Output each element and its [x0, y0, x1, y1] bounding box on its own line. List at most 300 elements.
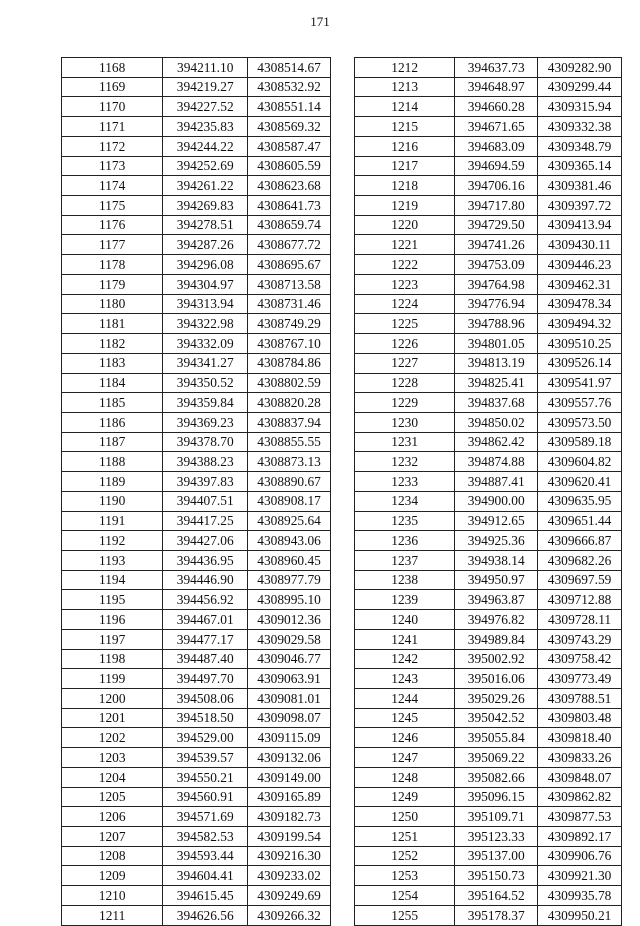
table-row: [62, 255, 331, 275]
y-coordinate-cell: 4309397.72: [538, 196, 622, 216]
y-coordinate-cell: 4308820.28: [248, 393, 331, 413]
x-coordinate-cell: 394313.94: [163, 294, 248, 314]
y-coordinate-cell: 4308713.58: [248, 274, 331, 294]
point-number-cell: 1244: [355, 689, 455, 709]
y-coordinate-cell: 4309651.44: [538, 511, 622, 531]
y-coordinate-cell: 4308855.55: [248, 432, 331, 452]
x-coordinate-cell: 394694.59: [455, 156, 538, 176]
table-row: [62, 807, 331, 827]
table-row: [62, 215, 331, 235]
x-coordinate-cell: 394900.00: [455, 491, 538, 511]
y-coordinate-cell: 4308551.14: [248, 97, 331, 117]
point-number-cell: 1211: [62, 905, 163, 925]
point-number-cell: 1193: [62, 550, 163, 570]
table-row: [355, 176, 622, 196]
point-number-cell: 1228: [355, 373, 455, 393]
point-number-cell: 1230: [355, 412, 455, 432]
x-coordinate-cell: 395069.22: [455, 748, 538, 768]
y-coordinate-cell: 4309132.06: [248, 748, 331, 768]
x-coordinate-cell: 394837.68: [455, 393, 538, 413]
table-row: [355, 669, 622, 689]
table-row: [355, 452, 622, 472]
x-coordinate-cell: 394660.28: [455, 97, 538, 117]
x-coordinate-cell: 394252.69: [163, 156, 248, 176]
x-coordinate-cell: 394477.17: [163, 629, 248, 649]
y-coordinate-cell: 4309012.36: [248, 610, 331, 630]
table-row: [355, 196, 622, 216]
y-coordinate-cell: 4309620.41: [538, 472, 622, 492]
x-coordinate-cell: 394671.65: [455, 117, 538, 137]
table-row: [355, 77, 622, 97]
point-number-cell: 1245: [355, 708, 455, 728]
table-row: [355, 531, 622, 551]
x-coordinate-cell: 394963.87: [455, 590, 538, 610]
y-coordinate-cell: 4309266.32: [248, 905, 331, 925]
y-coordinate-cell: 4308802.59: [248, 373, 331, 393]
x-coordinate-cell: 394369.23: [163, 412, 248, 432]
x-coordinate-cell: 395029.26: [455, 689, 538, 709]
y-coordinate-cell: 4309848.07: [538, 767, 622, 787]
y-coordinate-cell: 4308514.67: [248, 58, 331, 78]
y-coordinate-cell: 4309216.30: [248, 846, 331, 866]
x-coordinate-cell: 394350.52: [163, 373, 248, 393]
table-row: [355, 649, 622, 669]
point-number-cell: 1180: [62, 294, 163, 314]
table-row: [62, 274, 331, 294]
x-coordinate-cell: 394497.70: [163, 669, 248, 689]
x-coordinate-cell: 394539.57: [163, 748, 248, 768]
y-coordinate-cell: 4308837.94: [248, 412, 331, 432]
table-row: [62, 748, 331, 768]
point-number-cell: 1233: [355, 472, 455, 492]
y-coordinate-cell: 4309833.26: [538, 748, 622, 768]
x-coordinate-cell: 394227.52: [163, 97, 248, 117]
point-number-cell: 1253: [355, 866, 455, 886]
x-coordinate-cell: 394825.41: [455, 373, 538, 393]
y-coordinate-cell: 4309149.00: [248, 767, 331, 787]
point-number-cell: 1246: [355, 728, 455, 748]
x-coordinate-cell: 394407.51: [163, 491, 248, 511]
y-coordinate-cell: 4308641.73: [248, 196, 331, 216]
point-number-cell: 1188: [62, 452, 163, 472]
y-coordinate-cell: 4309682.26: [538, 550, 622, 570]
point-number-cell: 1177: [62, 235, 163, 255]
table-row: [62, 452, 331, 472]
point-number-cell: 1185: [62, 393, 163, 413]
point-number-cell: 1208: [62, 846, 163, 866]
table-row: [62, 827, 331, 847]
y-coordinate-cell: 4309063.91: [248, 669, 331, 689]
y-coordinate-cell: 4308925.64: [248, 511, 331, 531]
x-coordinate-cell: 394278.51: [163, 215, 248, 235]
point-number-cell: 1201: [62, 708, 163, 728]
x-coordinate-cell: 394776.94: [455, 294, 538, 314]
table-row: [62, 472, 331, 492]
point-number-cell: 1196: [62, 610, 163, 630]
y-coordinate-cell: 4309510.25: [538, 334, 622, 354]
point-number-cell: 1252: [355, 846, 455, 866]
page-number: 171: [310, 14, 330, 29]
point-number-cell: 1192: [62, 531, 163, 551]
point-number-cell: 1236: [355, 531, 455, 551]
table-row: [62, 97, 331, 117]
table-row: [62, 117, 331, 137]
point-number-cell: 1203: [62, 748, 163, 768]
x-coordinate-cell: 395096.15: [455, 787, 538, 807]
table-row: [355, 748, 622, 768]
point-number-cell: 1172: [62, 136, 163, 156]
point-number-cell: 1171: [62, 117, 163, 137]
y-coordinate-cell: 4309249.69: [248, 886, 331, 906]
point-number-cell: 1202: [62, 728, 163, 748]
point-number-cell: 1168: [62, 58, 163, 78]
x-coordinate-cell: 394741.26: [455, 235, 538, 255]
y-coordinate-cell: 4309332.38: [538, 117, 622, 137]
x-coordinate-cell: 394487.40: [163, 649, 248, 669]
point-number-cell: 1231: [355, 432, 455, 452]
point-number-cell: 1204: [62, 767, 163, 787]
table-row: [62, 235, 331, 255]
table-row: [355, 550, 622, 570]
table-row: [355, 787, 622, 807]
table-row: [62, 136, 331, 156]
y-coordinate-cell: 4309818.40: [538, 728, 622, 748]
point-number-cell: 1175: [62, 196, 163, 216]
point-number-cell: 1226: [355, 334, 455, 354]
table-row: [355, 846, 622, 866]
x-coordinate-cell: 394456.92: [163, 590, 248, 610]
table-row: [62, 77, 331, 97]
x-coordinate-cell: 394593.44: [163, 846, 248, 866]
point-number-cell: 1176: [62, 215, 163, 235]
x-coordinate-cell: 394235.83: [163, 117, 248, 137]
y-coordinate-cell: 4308943.06: [248, 531, 331, 551]
table-row: [62, 669, 331, 689]
coordinates-table-left-body: [62, 58, 331, 926]
y-coordinate-cell: 4308569.32: [248, 117, 331, 137]
table-row: [355, 610, 622, 630]
coordinates-table-right: [354, 57, 622, 926]
point-number-cell: 1214: [355, 97, 455, 117]
x-coordinate-cell: 394582.53: [163, 827, 248, 847]
y-coordinate-cell: 4308731.46: [248, 294, 331, 314]
x-coordinate-cell: 394850.02: [455, 412, 538, 432]
y-coordinate-cell: 4309743.29: [538, 629, 622, 649]
y-coordinate-cell: 4309557.76: [538, 393, 622, 413]
table-row: [355, 491, 622, 511]
x-coordinate-cell: 394518.50: [163, 708, 248, 728]
x-coordinate-cell: 394788.96: [455, 314, 538, 334]
y-coordinate-cell: 4308623.68: [248, 176, 331, 196]
table-row: [62, 176, 331, 196]
x-coordinate-cell: 394261.22: [163, 176, 248, 196]
point-number-cell: 1220: [355, 215, 455, 235]
table-row: [62, 767, 331, 787]
x-coordinate-cell: 394378.70: [163, 432, 248, 452]
table-row: [62, 353, 331, 373]
point-number-cell: 1248: [355, 767, 455, 787]
x-coordinate-cell: 394244.22: [163, 136, 248, 156]
x-coordinate-cell: 395016.06: [455, 669, 538, 689]
point-number-cell: 1224: [355, 294, 455, 314]
point-number-cell: 1229: [355, 393, 455, 413]
table-row: [62, 373, 331, 393]
point-number-cell: 1251: [355, 827, 455, 847]
x-coordinate-cell: 394467.01: [163, 610, 248, 630]
y-coordinate-cell: 4308873.13: [248, 452, 331, 472]
y-coordinate-cell: 4308908.17: [248, 491, 331, 511]
point-number-cell: 1173: [62, 156, 163, 176]
table-row: [62, 196, 331, 216]
y-coordinate-cell: 4308532.92: [248, 77, 331, 97]
y-coordinate-cell: 4308960.45: [248, 550, 331, 570]
y-coordinate-cell: 4309697.59: [538, 570, 622, 590]
point-number-cell: 1221: [355, 235, 455, 255]
y-coordinate-cell: 4309462.31: [538, 274, 622, 294]
point-number-cell: 1255: [355, 905, 455, 925]
y-coordinate-cell: 4309182.73: [248, 807, 331, 827]
table-row: [355, 432, 622, 452]
x-coordinate-cell: 394862.42: [455, 432, 538, 452]
x-coordinate-cell: 394296.08: [163, 255, 248, 275]
x-coordinate-cell: 394938.14: [455, 550, 538, 570]
point-number-cell: 1174: [62, 176, 163, 196]
point-number-cell: 1223: [355, 274, 455, 294]
table-row: [62, 708, 331, 728]
point-number-cell: 1189: [62, 472, 163, 492]
x-coordinate-cell: 394604.41: [163, 866, 248, 886]
table-row: [62, 610, 331, 630]
table-row: [62, 156, 331, 176]
table-row: [62, 314, 331, 334]
y-coordinate-cell: 4309348.79: [538, 136, 622, 156]
table-row: [355, 708, 622, 728]
x-coordinate-cell: 394683.09: [455, 136, 538, 156]
x-coordinate-cell: 395178.37: [455, 905, 538, 925]
y-coordinate-cell: 4309921.30: [538, 866, 622, 886]
y-coordinate-cell: 4308784.86: [248, 353, 331, 373]
y-coordinate-cell: 4309165.89: [248, 787, 331, 807]
point-number-cell: 1218: [355, 176, 455, 196]
x-coordinate-cell: 394874.88: [455, 452, 538, 472]
x-coordinate-cell: 394571.69: [163, 807, 248, 827]
x-coordinate-cell: 395082.66: [455, 767, 538, 787]
point-number-cell: 1216: [355, 136, 455, 156]
y-coordinate-cell: 4309712.88: [538, 590, 622, 610]
x-coordinate-cell: 395137.00: [455, 846, 538, 866]
table-row: [62, 412, 331, 432]
table-row: [62, 629, 331, 649]
x-coordinate-cell: 394359.84: [163, 393, 248, 413]
point-number-cell: 1170: [62, 97, 163, 117]
x-coordinate-cell: 394615.45: [163, 886, 248, 906]
point-number-cell: 1178: [62, 255, 163, 275]
x-coordinate-cell: 394764.98: [455, 274, 538, 294]
point-number-cell: 1199: [62, 669, 163, 689]
y-coordinate-cell: 4309233.02: [248, 866, 331, 886]
x-coordinate-cell: 395150.73: [455, 866, 538, 886]
point-number-cell: 1198: [62, 649, 163, 669]
point-number-cell: 1200: [62, 689, 163, 709]
point-number-cell: 1237: [355, 550, 455, 570]
table-row: [62, 689, 331, 709]
x-coordinate-cell: 395164.52: [455, 886, 538, 906]
y-coordinate-cell: 4309381.46: [538, 176, 622, 196]
y-coordinate-cell: 4308749.29: [248, 314, 331, 334]
x-coordinate-cell: 394637.73: [455, 58, 538, 78]
point-number-cell: 1212: [355, 58, 455, 78]
table-row: [355, 689, 622, 709]
table-row: [62, 728, 331, 748]
table-row: [355, 393, 622, 413]
table-row: [62, 846, 331, 866]
point-number-cell: 1187: [62, 432, 163, 452]
y-coordinate-cell: 4309446.23: [538, 255, 622, 275]
y-coordinate-cell: 4309803.48: [538, 708, 622, 728]
table-row: [355, 905, 622, 925]
table-row: [355, 827, 622, 847]
table-row: [355, 570, 622, 590]
table-row: [355, 590, 622, 610]
point-number-cell: 1217: [355, 156, 455, 176]
table-row: [355, 97, 622, 117]
x-coordinate-cell: 394989.84: [455, 629, 538, 649]
y-coordinate-cell: 4309950.21: [538, 905, 622, 925]
x-coordinate-cell: 394332.09: [163, 334, 248, 354]
y-coordinate-cell: 4309788.51: [538, 689, 622, 709]
x-coordinate-cell: 395042.52: [455, 708, 538, 728]
x-coordinate-cell: 394446.90: [163, 570, 248, 590]
table-row: [62, 550, 331, 570]
x-coordinate-cell: 394508.06: [163, 689, 248, 709]
point-number-cell: 1225: [355, 314, 455, 334]
y-coordinate-cell: 4309728.11: [538, 610, 622, 630]
point-number-cell: 1183: [62, 353, 163, 373]
y-coordinate-cell: 4309862.82: [538, 787, 622, 807]
coordinates-table-left: [61, 57, 331, 926]
y-coordinate-cell: 4309299.44: [538, 77, 622, 97]
point-number-cell: 1227: [355, 353, 455, 373]
table-row: [62, 787, 331, 807]
point-number-cell: 1240: [355, 610, 455, 630]
x-coordinate-cell: 394560.91: [163, 787, 248, 807]
table-row: [355, 353, 622, 373]
y-coordinate-cell: 4309413.94: [538, 215, 622, 235]
table-row: [62, 570, 331, 590]
table-row: [355, 511, 622, 531]
point-number-cell: 1249: [355, 787, 455, 807]
x-coordinate-cell: 394717.80: [455, 196, 538, 216]
point-number-cell: 1235: [355, 511, 455, 531]
table-row: [62, 649, 331, 669]
table-row: [62, 531, 331, 551]
table-row: [62, 432, 331, 452]
y-coordinate-cell: 4309098.07: [248, 708, 331, 728]
x-coordinate-cell: 394417.25: [163, 511, 248, 531]
x-coordinate-cell: 394529.00: [163, 728, 248, 748]
y-coordinate-cell: 4309635.95: [538, 491, 622, 511]
point-number-cell: 1219: [355, 196, 455, 216]
x-coordinate-cell: 394436.95: [163, 550, 248, 570]
table-row: [355, 117, 622, 137]
point-number-cell: 1184: [62, 373, 163, 393]
point-number-cell: 1207: [62, 827, 163, 847]
point-number-cell: 1234: [355, 491, 455, 511]
x-coordinate-cell: 394950.97: [455, 570, 538, 590]
y-coordinate-cell: 4309478.34: [538, 294, 622, 314]
x-coordinate-cell: 394388.23: [163, 452, 248, 472]
table-row: [355, 373, 622, 393]
y-coordinate-cell: 4308977.79: [248, 570, 331, 590]
y-coordinate-cell: 4309282.90: [538, 58, 622, 78]
x-coordinate-cell: 395055.84: [455, 728, 538, 748]
x-coordinate-cell: 394887.41: [455, 472, 538, 492]
point-number-cell: 1206: [62, 807, 163, 827]
point-number-cell: 1239: [355, 590, 455, 610]
table-row: [355, 235, 622, 255]
table-row: [62, 511, 331, 531]
y-coordinate-cell: 4308767.10: [248, 334, 331, 354]
y-coordinate-cell: 4308659.74: [248, 215, 331, 235]
table-row: [355, 136, 622, 156]
table-row: [355, 472, 622, 492]
x-coordinate-cell: 395002.92: [455, 649, 538, 669]
x-coordinate-cell: 394211.10: [163, 58, 248, 78]
table-row: [355, 274, 622, 294]
x-coordinate-cell: 394287.26: [163, 235, 248, 255]
point-number-cell: 1222: [355, 255, 455, 275]
x-coordinate-cell: 394753.09: [455, 255, 538, 275]
table-row: [355, 294, 622, 314]
x-coordinate-cell: 394322.98: [163, 314, 248, 334]
x-coordinate-cell: 394706.16: [455, 176, 538, 196]
table-row: [355, 728, 622, 748]
point-number-cell: 1181: [62, 314, 163, 334]
point-number-cell: 1209: [62, 866, 163, 886]
point-number-cell: 1179: [62, 274, 163, 294]
x-coordinate-cell: 394304.97: [163, 274, 248, 294]
y-coordinate-cell: 4309046.77: [248, 649, 331, 669]
point-number-cell: 1241: [355, 629, 455, 649]
point-number-cell: 1250: [355, 807, 455, 827]
point-number-cell: 1169: [62, 77, 163, 97]
y-coordinate-cell: 4309430.11: [538, 235, 622, 255]
table-row: [355, 314, 622, 334]
y-coordinate-cell: 4309526.14: [538, 353, 622, 373]
y-coordinate-cell: 4309666.87: [538, 531, 622, 551]
x-coordinate-cell: 394341.27: [163, 353, 248, 373]
point-number-cell: 1182: [62, 334, 163, 354]
x-coordinate-cell: 394427.06: [163, 531, 248, 551]
y-coordinate-cell: 4309573.50: [538, 412, 622, 432]
point-number-cell: 1243: [355, 669, 455, 689]
y-coordinate-cell: 4309541.97: [538, 373, 622, 393]
table-row: [62, 294, 331, 314]
point-number-cell: 1242: [355, 649, 455, 669]
point-number-cell: 1215: [355, 117, 455, 137]
point-number-cell: 1194: [62, 570, 163, 590]
point-number-cell: 1191: [62, 511, 163, 531]
x-coordinate-cell: 395109.71: [455, 807, 538, 827]
point-number-cell: 1190: [62, 491, 163, 511]
table-row: [62, 905, 331, 925]
y-coordinate-cell: 4308695.67: [248, 255, 331, 275]
y-coordinate-cell: 4309935.78: [538, 886, 622, 906]
y-coordinate-cell: 4308890.67: [248, 472, 331, 492]
table-row: [62, 393, 331, 413]
y-coordinate-cell: 4309494.32: [538, 314, 622, 334]
table-row: [355, 629, 622, 649]
